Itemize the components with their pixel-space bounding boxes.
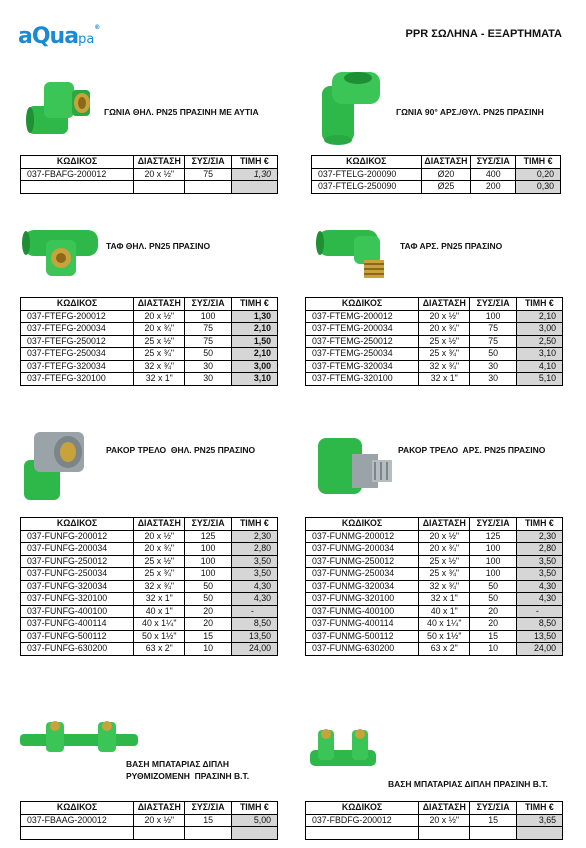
product-code: 037-FTEMG-200012 bbox=[306, 310, 419, 323]
table-row bbox=[306, 593, 563, 606]
product-code: 037-FUNMG-400114 bbox=[306, 618, 419, 631]
product-dimension: 25 x ½" bbox=[419, 335, 470, 348]
product-pack-qty: 50 bbox=[185, 580, 231, 593]
col-code-header: ΚΩΔΙΚΟΣ bbox=[306, 518, 419, 531]
price-table bbox=[20, 155, 278, 194]
product-dimension: 40 x 1¼" bbox=[134, 618, 185, 631]
elbow-female-eared-icon bbox=[20, 76, 100, 140]
product-pack-qty: 100 bbox=[185, 543, 231, 556]
table-row bbox=[21, 580, 278, 593]
product-price: 4,30 bbox=[231, 593, 277, 606]
product-pack-qty: 100 bbox=[185, 555, 231, 568]
empty-cell bbox=[134, 827, 185, 840]
col-code-header: ΚΩΔΙΚΟΣ bbox=[21, 298, 134, 311]
product-code: 037-FTEMG-320034 bbox=[306, 360, 419, 373]
product-dimension: 25 x ½" bbox=[134, 555, 185, 568]
price-table bbox=[305, 517, 563, 656]
col-price-header: ΤΙΜΗ € bbox=[516, 802, 562, 815]
product-code: 037-FBAFG-200012 bbox=[21, 168, 134, 181]
col-pack-header: ΣΥΣ/ΣΙΑ bbox=[185, 298, 231, 311]
product-dimension: 32 x ¾" bbox=[419, 580, 470, 593]
product-price: 8,50 bbox=[516, 618, 562, 631]
product-price: 2,10 bbox=[231, 348, 277, 361]
product-price: 4,30 bbox=[516, 593, 562, 606]
product-dimension: 20 x ½" bbox=[134, 530, 185, 543]
product-price: 8,50 bbox=[231, 618, 277, 631]
product-pack-qty: 100 bbox=[185, 310, 231, 323]
product-code: 037-FUNFG-400114 bbox=[21, 618, 134, 631]
col-code-header: ΚΩΔΙΚΟΣ bbox=[306, 298, 419, 311]
col-price-header: ΤΙΜΗ € bbox=[231, 802, 277, 815]
product-dimension: 50 x 1½" bbox=[419, 630, 470, 643]
product-code: 037-FUNMG-500112 bbox=[306, 630, 419, 643]
table-row-empty bbox=[21, 827, 278, 840]
table-row bbox=[21, 310, 278, 323]
table-header-row bbox=[21, 802, 278, 815]
col-code-header: ΚΩΔΙΚΟΣ bbox=[21, 802, 134, 815]
product-pack-qty: 400 bbox=[471, 168, 516, 181]
product-price: 4,10 bbox=[516, 360, 562, 373]
product-pack-qty: 75 bbox=[470, 335, 516, 348]
product-price: 13,50 bbox=[516, 630, 562, 643]
product-code: 037-FTEMG-250034 bbox=[306, 348, 419, 361]
price-table bbox=[311, 155, 561, 194]
product-pack-qty: 75 bbox=[185, 168, 231, 181]
col-price-header: ΤΙΜΗ € bbox=[516, 156, 561, 169]
product-code: 037-FTEFG-250012 bbox=[21, 335, 134, 348]
product-price: 3,00 bbox=[231, 360, 277, 373]
table-header-row bbox=[306, 802, 563, 815]
product-price: 2,80 bbox=[516, 543, 562, 556]
product-code: 037-FTEFG-320034 bbox=[21, 360, 134, 373]
union-male-icon bbox=[312, 432, 398, 506]
product-dimension: 40 x 1" bbox=[134, 605, 185, 618]
table-header-row bbox=[312, 156, 561, 169]
table-row bbox=[21, 605, 278, 618]
aquapa-logo: aQuapa® bbox=[18, 24, 100, 49]
product-code: 037-FUNMG-400100 bbox=[306, 605, 419, 618]
col-dim-header: ΔΙΑΣΤΑΣΗ bbox=[421, 156, 471, 169]
empty-cell bbox=[231, 181, 277, 194]
col-dim-header: ΔΙΑΣΤΑΣΗ bbox=[419, 518, 470, 531]
product-code: 037-FUNFG-200034 bbox=[21, 543, 134, 556]
product-pack-qty: 50 bbox=[470, 580, 516, 593]
product-pack-qty: 50 bbox=[185, 348, 231, 361]
page-title: PPR ΣΩΛΗΝΑ - ΕΞΑΡΤΗΜΑΤΑ bbox=[405, 28, 562, 40]
product-dimension: 50 x 1½" bbox=[134, 630, 185, 643]
product-dimension: Ø20 bbox=[421, 168, 471, 181]
product-title: ΒΑΣΗ ΜΠΑΤΑΡΙΑΣ ΔΙΠΛΗ ΠΡΑΣΙΝΗ Β.Τ. bbox=[388, 779, 548, 789]
empty-cell bbox=[231, 827, 277, 840]
product-pack-qty: 125 bbox=[185, 530, 231, 543]
col-pack-header: ΣΥΣ/ΣΙΑ bbox=[185, 518, 231, 531]
table-row bbox=[306, 373, 563, 386]
price-table bbox=[20, 297, 278, 386]
table-row bbox=[306, 310, 563, 323]
mixer-base-icon bbox=[306, 720, 380, 776]
table-row bbox=[306, 543, 563, 556]
product-code: 037-FUNMG-250012 bbox=[306, 555, 419, 568]
product-pack-qty: 75 bbox=[185, 335, 231, 348]
product-pack-qty: 125 bbox=[470, 530, 516, 543]
col-dim-header: ΔΙΑΣΤΑΣΗ bbox=[134, 156, 185, 169]
product-title: ΤΑΦ ΑΡΣ. PN25 ΠΡΑΣΙΝΟ bbox=[400, 241, 503, 251]
product-title: ΒΑΣΗ ΜΠΑΤΑΡΙΑΣ ΔΙΠΛΗ bbox=[126, 759, 229, 769]
product-price: 2,50 bbox=[516, 335, 562, 348]
table-row bbox=[312, 168, 561, 181]
col-price-header: ΤΙΜΗ € bbox=[231, 156, 277, 169]
union-female-icon bbox=[18, 424, 90, 504]
table-row bbox=[21, 555, 278, 568]
empty-cell bbox=[470, 827, 516, 840]
product-code: 037-FTEMG-320100 bbox=[306, 373, 419, 386]
product-dimension: 25 x ¾" bbox=[419, 568, 470, 581]
product-price: - bbox=[231, 605, 277, 618]
product-pack-qty: 15 bbox=[185, 630, 231, 643]
price-table bbox=[20, 517, 278, 656]
price-table bbox=[305, 801, 563, 840]
col-code-header: ΚΩΔΙΚΟΣ bbox=[306, 802, 419, 815]
table-row bbox=[21, 643, 278, 656]
product-price: 2,30 bbox=[516, 530, 562, 543]
table-row bbox=[21, 168, 278, 181]
product-pack-qty: 15 bbox=[470, 814, 516, 827]
product-title: ΓΩΝΙΑ 90° ΑΡΣ./ΘΥΛ. PN25 ΠΡΑΣΙΝΗ bbox=[396, 107, 544, 117]
product-price: 4,30 bbox=[231, 580, 277, 593]
product-dimension: 25 x ¾" bbox=[134, 568, 185, 581]
product-code: 037-FUNFG-200012 bbox=[21, 530, 134, 543]
product-dimension: 40 x 1" bbox=[419, 605, 470, 618]
table-row bbox=[21, 373, 278, 386]
product-code: 037-FUNMG-320034 bbox=[306, 580, 419, 593]
product-code: 037-FUNFG-320100 bbox=[21, 593, 134, 606]
product-pack-qty: 30 bbox=[470, 373, 516, 386]
product-price: 24,00 bbox=[516, 643, 562, 656]
product-price: 1,30 bbox=[231, 168, 277, 181]
product-code: 037-FUNFG-500112 bbox=[21, 630, 134, 643]
product-title: ΓΩΝΙΑ ΘΗΛ. PN25 ΠΡΑΣΙΝΗ ΜΕ ΑΥΤΙΑ bbox=[104, 107, 259, 117]
product-dimension: 25 x ¾" bbox=[134, 348, 185, 361]
col-pack-header: ΣΥΣ/ΣΙΑ bbox=[470, 802, 516, 815]
product-code: 037-FUNMG-200012 bbox=[306, 530, 419, 543]
product-price: 2,10 bbox=[516, 310, 562, 323]
product-dimension: 20 x ¾" bbox=[419, 323, 470, 336]
empty-cell bbox=[134, 181, 185, 194]
product-pack-qty: 20 bbox=[185, 618, 231, 631]
product-code: 037-FUNMG-250034 bbox=[306, 568, 419, 581]
table-row bbox=[21, 360, 278, 373]
product-pack-qty: 30 bbox=[470, 360, 516, 373]
empty-cell bbox=[516, 827, 562, 840]
table-row bbox=[21, 568, 278, 581]
price-table bbox=[305, 297, 563, 386]
table-row bbox=[306, 555, 563, 568]
product-price: 3,50 bbox=[231, 568, 277, 581]
product-pack-qty: 50 bbox=[470, 348, 516, 361]
col-price-header: ΤΙΜΗ € bbox=[231, 298, 277, 311]
product-dimension: 25 x ½" bbox=[134, 335, 185, 348]
table-header-row bbox=[306, 518, 563, 531]
product-price: 2,30 bbox=[231, 530, 277, 543]
table-row bbox=[306, 335, 563, 348]
elbow-90-icon bbox=[312, 66, 384, 148]
table-row bbox=[306, 814, 563, 827]
product-pack-qty: 50 bbox=[470, 593, 516, 606]
product-dimension: 32 x 1" bbox=[134, 373, 185, 386]
table-header-row bbox=[21, 518, 278, 531]
col-price-header: ΤΙΜΗ € bbox=[516, 298, 562, 311]
empty-cell bbox=[419, 827, 470, 840]
product-price: 3,50 bbox=[516, 555, 562, 568]
product-pack-qty: 200 bbox=[471, 181, 516, 194]
table-row-empty bbox=[21, 181, 278, 194]
product-dimension: 40 x 1¼" bbox=[419, 618, 470, 631]
product-dimension: 32 x ¾" bbox=[134, 360, 185, 373]
table-row bbox=[306, 568, 563, 581]
col-dim-header: ΔΙΑΣΤΑΣΗ bbox=[419, 298, 470, 311]
product-price: 2,10 bbox=[231, 323, 277, 336]
table-row bbox=[21, 530, 278, 543]
product-code: 037-FBDFG-200012 bbox=[306, 814, 419, 827]
product-price: 3,00 bbox=[516, 323, 562, 336]
product-code: 037-FUNFG-250034 bbox=[21, 568, 134, 581]
empty-cell bbox=[185, 827, 231, 840]
product-code: 037-FTELG-200090 bbox=[312, 168, 422, 181]
table-row bbox=[306, 530, 563, 543]
product-dimension: 20 x ½" bbox=[419, 530, 470, 543]
product-code: 037-FUNMG-320100 bbox=[306, 593, 419, 606]
product-code: 037-FTEMG-250012 bbox=[306, 335, 419, 348]
table-row bbox=[312, 181, 561, 194]
col-dim-header: ΔΙΑΣΤΑΣΗ bbox=[134, 802, 185, 815]
product-dimension: 32 x 1" bbox=[419, 593, 470, 606]
col-dim-header: ΔΙΑΣΤΑΣΗ bbox=[134, 298, 185, 311]
col-code-header: ΚΩΔΙΚΟΣ bbox=[21, 156, 134, 169]
product-subtitle: ΡΥΘΜΙΖΟΜΕΝΗ ΠΡΑΣΙΝΗ Β.Τ. bbox=[126, 771, 250, 781]
product-code: 037-FUNMG-200034 bbox=[306, 543, 419, 556]
table-header-row bbox=[21, 156, 278, 169]
col-pack-header: ΣΥΣ/ΣΙΑ bbox=[185, 156, 231, 169]
product-price: 0,30 bbox=[516, 181, 561, 194]
product-price: 2,80 bbox=[231, 543, 277, 556]
product-dimension: 20 x ½" bbox=[134, 168, 185, 181]
table-row bbox=[306, 348, 563, 361]
product-price: 3,10 bbox=[231, 373, 277, 386]
table-row bbox=[21, 618, 278, 631]
product-dimension: 20 x ½" bbox=[419, 814, 470, 827]
col-pack-header: ΣΥΣ/ΣΙΑ bbox=[471, 156, 516, 169]
product-code: 037-FTEFG-200034 bbox=[21, 323, 134, 336]
table-row bbox=[306, 580, 563, 593]
product-price: 24,00 bbox=[231, 643, 277, 656]
product-dimension: 25 x ¾" bbox=[419, 348, 470, 361]
col-pack-header: ΣΥΣ/ΣΙΑ bbox=[185, 802, 231, 815]
product-code: 037-FUNFG-250012 bbox=[21, 555, 134, 568]
table-row bbox=[21, 543, 278, 556]
product-pack-qty: 20 bbox=[185, 605, 231, 618]
col-pack-header: ΣΥΣ/ΣΙΑ bbox=[470, 298, 516, 311]
table-row-empty bbox=[306, 827, 563, 840]
product-code: 037-FUNFG-630200 bbox=[21, 643, 134, 656]
product-pack-qty: 10 bbox=[470, 643, 516, 656]
product-code: 037-FTELG-250090 bbox=[312, 181, 422, 194]
product-pack-qty: 30 bbox=[185, 360, 231, 373]
product-title: ΡΑΚΟΡ ΤΡΕΛΟ ΘΗΛ. PN25 ΠΡΑΣΙΝΟ bbox=[106, 445, 256, 455]
product-pack-qty: 100 bbox=[470, 555, 516, 568]
tee-male-icon bbox=[314, 222, 404, 284]
product-dimension: 20 x ¾" bbox=[134, 543, 185, 556]
table-row bbox=[306, 643, 563, 656]
col-pack-header: ΣΥΣ/ΣΙΑ bbox=[470, 518, 516, 531]
product-dimension: 20 x ¾" bbox=[419, 543, 470, 556]
product-pack-qty: 100 bbox=[470, 543, 516, 556]
product-pack-qty: 75 bbox=[470, 323, 516, 336]
table-row bbox=[306, 323, 563, 336]
col-price-header: ΤΙΜΗ € bbox=[231, 518, 277, 531]
product-dimension: 20 x ½" bbox=[134, 310, 185, 323]
product-dimension: 63 x 2" bbox=[419, 643, 470, 656]
table-row bbox=[21, 323, 278, 336]
product-code: 037-FTEFG-320100 bbox=[21, 373, 134, 386]
product-price: 4,30 bbox=[516, 580, 562, 593]
col-code-header: ΚΩΔΙΚΟΣ bbox=[21, 518, 134, 531]
product-pack-qty: 30 bbox=[185, 373, 231, 386]
product-pack-qty: 20 bbox=[470, 605, 516, 618]
col-dim-header: ΔΙΑΣΤΑΣΗ bbox=[134, 518, 185, 531]
product-price: 1,30 bbox=[231, 310, 277, 323]
product-dimension: 32 x ¾" bbox=[419, 360, 470, 373]
col-dim-header: ΔΙΑΣΤΑΣΗ bbox=[419, 802, 470, 815]
product-price: 3,50 bbox=[516, 568, 562, 581]
table-header-row bbox=[306, 298, 563, 311]
product-price: 0,20 bbox=[516, 168, 561, 181]
product-title: ΡΑΚΟΡ ΤΡΕΛΟ ΑΡΣ. PN25 ΠΡΑΣΙΝΟ bbox=[398, 445, 546, 455]
product-code: 037-FBAAG-200012 bbox=[21, 814, 134, 827]
table-row bbox=[306, 618, 563, 631]
product-pack-qty: 15 bbox=[185, 814, 231, 827]
product-pack-qty: 100 bbox=[470, 568, 516, 581]
product-pack-qty: 50 bbox=[185, 593, 231, 606]
product-pack-qty: 15 bbox=[470, 630, 516, 643]
product-title: ΤΑΦ ΘΗΛ. PN25 ΠΡΑΣΙΝΟ bbox=[106, 241, 211, 251]
table-row bbox=[21, 348, 278, 361]
product-dimension: 25 x ½" bbox=[419, 555, 470, 568]
product-code: 037-FTEFG-200012 bbox=[21, 310, 134, 323]
col-code-header: ΚΩΔΙΚΟΣ bbox=[312, 156, 422, 169]
product-pack-qty: 10 bbox=[185, 643, 231, 656]
product-dimension: 63 x 2" bbox=[134, 643, 185, 656]
product-price: 1,50 bbox=[231, 335, 277, 348]
product-pack-qty: 100 bbox=[185, 568, 231, 581]
product-dimension: 32 x 1" bbox=[419, 373, 470, 386]
product-code: 037-FTEFG-250034 bbox=[21, 348, 134, 361]
product-dimension: 32 x 1" bbox=[134, 593, 185, 606]
table-row bbox=[306, 605, 563, 618]
product-price: 5,10 bbox=[516, 373, 562, 386]
product-price: 13,50 bbox=[231, 630, 277, 643]
product-dimension: Ø25 bbox=[421, 181, 471, 194]
product-dimension: 20 x ½" bbox=[134, 814, 185, 827]
product-pack-qty: 100 bbox=[470, 310, 516, 323]
mixer-base-adjustable-icon bbox=[16, 714, 142, 758]
product-price: 3,65 bbox=[516, 814, 562, 827]
product-code: 037-FUNFG-400100 bbox=[21, 605, 134, 618]
product-code: 037-FUNMG-630200 bbox=[306, 643, 419, 656]
product-dimension: 20 x ½" bbox=[419, 310, 470, 323]
product-price: 5,00 bbox=[231, 814, 277, 827]
product-pack-qty: 20 bbox=[470, 618, 516, 631]
empty-cell bbox=[21, 827, 134, 840]
table-row bbox=[21, 593, 278, 606]
product-dimension: 32 x ¾" bbox=[134, 580, 185, 593]
product-code: 037-FTEMG-200034 bbox=[306, 323, 419, 336]
product-code: 037-FUNFG-320034 bbox=[21, 580, 134, 593]
product-price: - bbox=[516, 605, 562, 618]
product-price: 3,10 bbox=[516, 348, 562, 361]
empty-cell bbox=[306, 827, 419, 840]
empty-cell bbox=[185, 181, 231, 194]
table-row bbox=[21, 630, 278, 643]
price-table bbox=[20, 801, 278, 840]
empty-cell bbox=[21, 181, 134, 194]
table-row bbox=[306, 360, 563, 373]
table-header-row bbox=[21, 298, 278, 311]
product-pack-qty: 75 bbox=[185, 323, 231, 336]
col-price-header: ΤΙΜΗ € bbox=[516, 518, 562, 531]
tee-female-icon bbox=[20, 218, 102, 280]
table-row bbox=[306, 630, 563, 643]
product-price: 3,50 bbox=[231, 555, 277, 568]
product-dimension: 20 x ¾" bbox=[134, 323, 185, 336]
table-row bbox=[21, 335, 278, 348]
table-row bbox=[21, 814, 278, 827]
